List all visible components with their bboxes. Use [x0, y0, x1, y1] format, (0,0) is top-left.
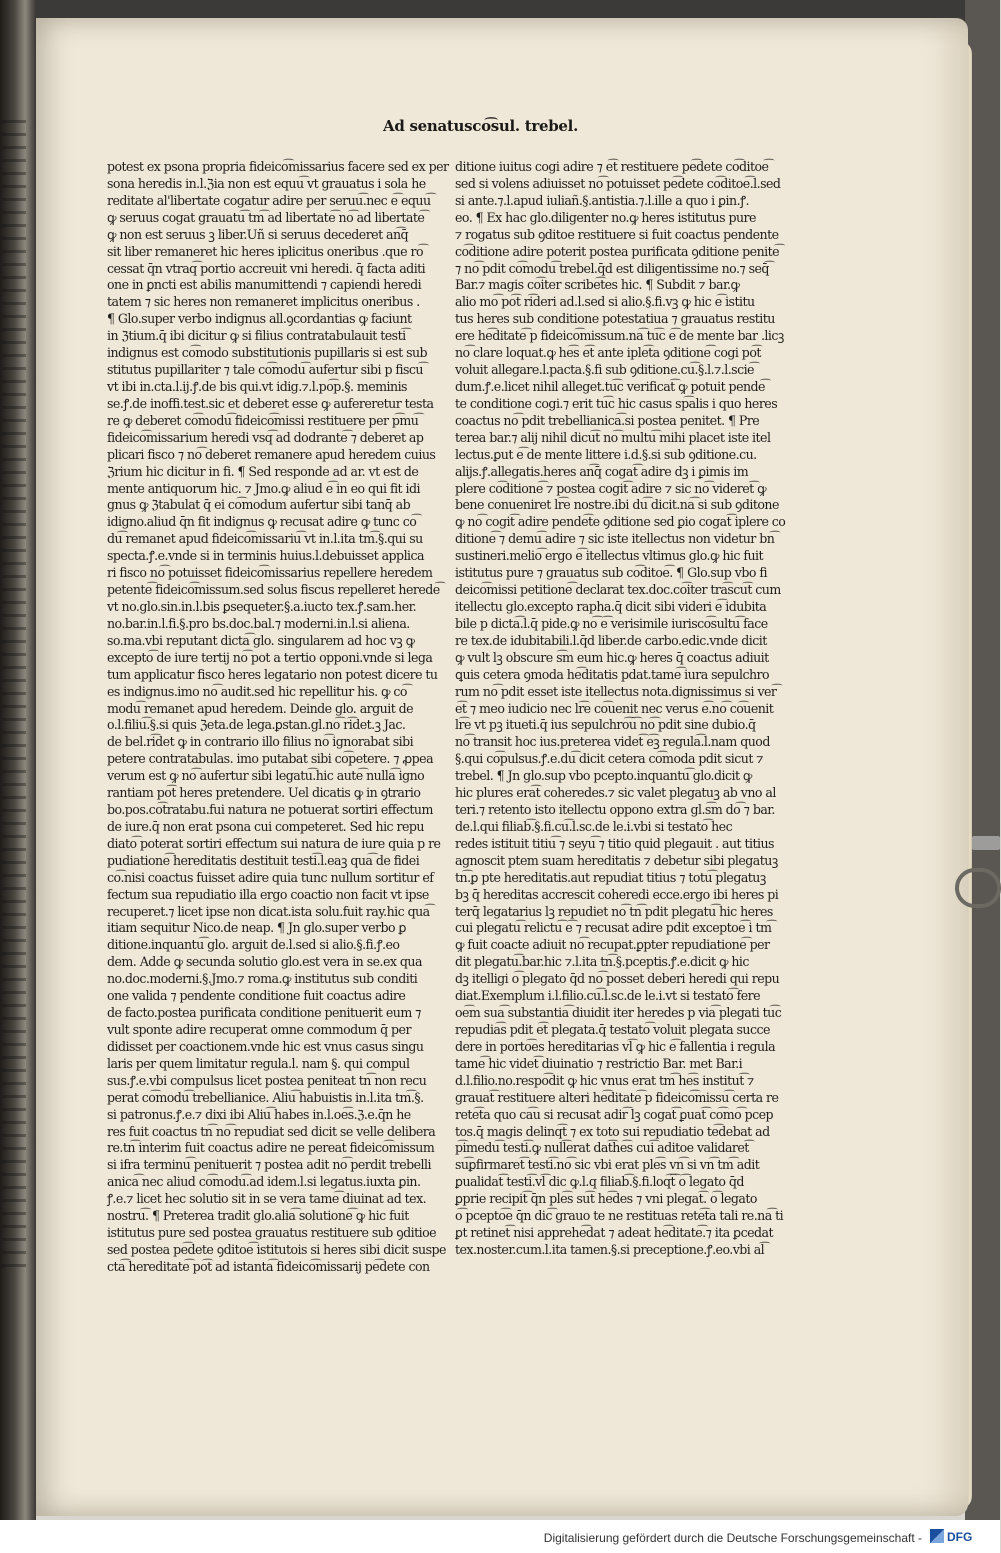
text-line: vult sponte adire recuperat omne commodum q̄ per: [107, 1022, 411, 1038]
text-line: re tex.de idubitabili.l.q̄d liber.de carbo.edic.vnde dicit: [455, 632, 767, 648]
text-line: one in ꝑncti est abilis manumittendi ⁊ capiendi heredi: [107, 277, 422, 293]
text-line: redes istituit titiu͡ ⁊ seyu͡ ⁊ titio quid plegauit . aut titius: [455, 835, 774, 851]
text-line: ꝙ non est seruus ꝫ liber.Uñ si seruus decederet an͡q̄: [107, 226, 409, 242]
text-line: vt no.glo.sin.in.l.bis ꝑsequeter.§.a.iucto tex.ꝭ.sam.her.: [107, 598, 417, 614]
text-line: ꝭ.e.⁊ licet hec solutio sit in se vera tame͡ diuinat ad tex.: [107, 1191, 427, 1207]
book-binding: [0, 0, 36, 1520]
text-line: es indignus.imo no͡ audit.sed hic repellitur his. ꝙ co͡: [107, 683, 407, 699]
text-line: perat co͡modu͡ trebellianice. Aliu͡ habuistis in.l.ita tm͡.§.: [107, 1089, 424, 1105]
text-line: sustineri.melio͡ ergo e͡ itellectus vltimus glo.ꝙ hic fuit: [455, 548, 764, 564]
text-line: §.qui co͡pulsus.ꝭ.e.du͡ dicit cetera co͡moda pdit sicut ⁊: [455, 751, 763, 767]
text-line: ꝑt retinet͡ nisi apprehe͡dat ⁊ adeat he͡ditate͡.⁊ ita ꝑcedat: [455, 1225, 773, 1241]
text-line: dit plegatu͡.bar.hic ⁊.l.ita tn͡.§.pceptis.ꝭ.e.dicit ꝙ hic: [455, 954, 749, 970]
text-line: bile p dicta͡.l.q̄ pide.ꝙ no͡ e͡ verisimile iurisco͡sultu͡ face: [455, 615, 768, 631]
text-line: tame͡ hic videt͡ diuinatio ⁊ restrictio Bar. met Bar.i: [455, 1055, 743, 1071]
text-line: plere co͡ditione͡ ⁊ postea cogit͡ adire ⁊ sic no͡ videret͡ ꝙ: [455, 480, 767, 496]
facing-page-text: [2, 120, 26, 1270]
text-line: res fuit coactus tn͡ no͡ repudiat sed dicit se velle delibera: [107, 1123, 436, 1139]
text-line: didisset per coactionem.vnde hic est vnus casus singu: [107, 1038, 424, 1054]
text-line: itellectu glo.excepto rapha.q̄ dicit sibi videri e͡ idubita: [455, 598, 767, 614]
text-line: si patronus.ꝭ.e.⁊ dixi ibi Aliu͡ habes in.l.oe͡s.ℨ.e.q̄n he: [107, 1106, 411, 1122]
text-line: se.ꝭ.de inoffi.test.sic et deberet esse ꝙ aufereretur testa: [107, 395, 434, 411]
text-line: p͡imedu͡ testi͡.ꝙ null͡erat dat͡he͡s cui͡ aditoe validaret͡: [455, 1140, 749, 1156]
text-line: tatem ⁊ sic heres non remaneret implicitus oneribus .: [107, 294, 420, 310]
text-line: sed si volens adiuisset no͡ potuisset pe͡dete co͡ditoe͡.l.sed: [455, 175, 781, 191]
text-line: grauat͡ restituere alteri he͡ditate͡ p fideico͡missu͡ certa re: [455, 1089, 779, 1105]
text-line: plicari fisco ⁊ no͡ deberet remanere apud heredem cuius: [107, 446, 436, 462]
text-line: ditione iuitus cogi adire ⁊ e͡t restituere pe͡dete co͡ditoe͡: [455, 159, 769, 174]
text-line: ꝑprie recipit͡ q̄n ple͡s su͡t he͡des ⁊ vni plegat͡. o͡ legato: [455, 1191, 757, 1207]
text-line: coactus no͡ pdit trebellianica͡.si postea penitet. ¶ Pre: [455, 412, 760, 428]
text-line: tex.noster.cum.l.ita tamen.§.si preceptione.ꝭ.eo.vbi al͡: [455, 1242, 765, 1257]
text-line: cessat q̄n vtraq͡ portio accreuit vni heredi. q̄ facta aditi: [107, 260, 426, 276]
text-line: ℨrium hic dicitur in fi. ¶ Sed responde ad ar. vt est de: [107, 463, 419, 479]
text-line: alio mo͡ po͡t ri͡deri ad.l.sed si alio.§.fi.vꝫ ꝙ hic e͡ istitu: [455, 294, 755, 310]
text-line: diat.Exemplum i.l.filio.cu͡.l.sc.de le.i.vt si testato͡ fere: [455, 988, 760, 1004]
running-head: Ad senatusco͡sul. trebel.: [383, 117, 578, 135]
text-line: ꝗuis cetera ꝯmoda he͡ditatis pdat.tame͡ iura sepulchro: [455, 666, 770, 682]
clip-tab: [972, 836, 1000, 850]
text-line: nostru͡. ¶ Preterea tradit glo.alia͡ solutione͡ ꝙ hic fuit: [107, 1208, 409, 1224]
text-line: su͡ꝑfirmaret͡ testi͡.no͡ sic vbi erat ple͡s vn͡ si vn͡ tm͡ adit: [455, 1157, 760, 1173]
text-line: sus.ꝭ.e.vbi compulsus licet postea peniteat tn͡ non recu: [107, 1072, 427, 1088]
text-line: rete͡ta quo ca͡u si recusat adir͡ lꝫ cogat͡ ꝑuat͡ co͡mo͡ pcep: [455, 1106, 774, 1122]
text-line: no͡ transit hoc ius.preterea videt͡ e͡ꝫ regula͡.l.nam quod: [455, 734, 770, 750]
text-line: petente͡ fideico͡missum.sed solus fiscus repelleret herede͡: [107, 582, 440, 598]
text-line: ꝙ no͡ cogit͡ adire pende͡te ꝯditione sed ꝑio cogat͡ iplere co: [455, 514, 786, 530]
text-line: idigno.aliud q̄n fit indignus ꝙ recusat adire ꝙ tunc co͡: [107, 514, 417, 530]
text-line: verum est ꝙ no͡ aufertur sibi legatu͡.hic aute͡ nulla͡ igno: [107, 768, 425, 784]
text-line: anica͡ nec aliud co͡modu͡.ad idem.l.si legatus.iuxta ꝑin.: [107, 1174, 421, 1190]
text-line: cui plegatu͡ relictu͡ e͡ ⁊ recusat adire pdit exceptoe͡ i tm͡: [455, 920, 772, 936]
text-line: d.l.filio.no.respo͡dit ꝙ hic vnus erat tm͡ he͡s institut͡ ⁊: [455, 1072, 754, 1088]
dfg-logo-text: DFG: [947, 1530, 973, 1544]
text-line: oe͡m sua͡ substantia͡ diuidit iter heredes p via͡ plegati tu͡c: [455, 1005, 782, 1021]
text-line: voluit allegare.l.pacta.§.fi sub ꝯditione.cu͡.§.l.⁊.l.scie͡: [455, 362, 754, 378]
text-line: teri.⁊ retento isto itellectu oppono extra gl.s͡m do͡ ⁊ bar.: [455, 802, 775, 818]
text-line: recuperet.⁊ licet ipse non dicat.ista solu.fuit ray.hic qua͡: [107, 903, 430, 919]
text-line: pudiatione͡ hereditatis destituit testi͡.l.eaꝫ qua͡ de fidei: [107, 852, 420, 868]
text-line: ꝙ vult lꝫ obscure s͡m eum hic.ꝙ heres q̄ coactus adiuit: [455, 649, 769, 665]
text-line: bꝫ q̄ hereditas accrescit coheredi ecce.ergo ibi heres pi: [455, 886, 779, 902]
text-line: e͡t ⁊ meo iudicio nec lr͡e co͡uenit nec verus e͡.no͡ co͡uenit: [455, 700, 774, 716]
text-line: repudia͡s pdit e͡t plegata.q̄ testato͡ voluit plegata succe: [455, 1022, 770, 1038]
text-line: bo.pos.co͡tratabu.fui natura ne potuerat sortiri effectum: [107, 802, 433, 818]
text-line: modu͡ remanet apud heredem. Deinde glo. arguit de: [107, 700, 414, 716]
text-line: lr͡e vt pꝫ itueti.q̄ ius sepulchro͡u͡ no͡ pdit sine dubio.q̄: [455, 717, 756, 733]
text-line: tn͡.ꝑ pte hereditatis.aut repudiat titius ⁊ totu͡ plegatuꝫ: [455, 869, 766, 885]
text-line: ditione͡ ⁊ demu͡ adire ⁊ sic iste itellectus non videtur bn͡: [455, 531, 775, 547]
text-line: hic plures era͡t coheredes.⁊ sic valet plegatuꝫ ab vno al: [455, 785, 776, 801]
text-line: diato͡ poterat sortiri effectum sui natura de iure quia p re: [107, 835, 441, 851]
text-line: dem. Adde ꝙ secunda solutio glo.est vera in se.ex qua: [107, 954, 422, 970]
text-line: re ꝙ deberet co͡modu͡ fideico͡missi restituere per p͡mu͡: [107, 412, 419, 428]
text-line: ⁊ rogatus sub ꝯditoe restituere si fuit coactus pendente: [455, 226, 779, 242]
text-line: ꝙ seruus cogat grauatu͡ tm͡ ad libertate͡ no͡ ad libertate͡: [107, 209, 425, 225]
text-line: alijs.ꝭ.allegatis.heres an͡q̄ cogat͡ adire dꝫ i ꝑimis im: [455, 463, 749, 479]
text-line: fectum sua repudiatio illa ergo coactio non facit vt ipse: [107, 886, 429, 902]
text-line: de iure.q̄ non erat psona cui competeret. Sed hic repu: [107, 818, 424, 834]
text-line: petere contratabulas. imo putabat sibi co͡petere. ⁊ ꝓpea: [107, 751, 434, 767]
text-line: de bel.ri͡det ꝙ in contrario illo filius no͡ ignorabat sibi: [107, 734, 414, 750]
dfg-logo: [930, 1527, 988, 1547]
text-line: ⁊ no͡ pdit co͡modu͡ trebel.q̄d est diligentissime no.⁊ seq̄͡: [455, 260, 769, 276]
text-line: tum applicatur fisco heres legatario non potest dicere tu: [107, 666, 438, 682]
text-line: ꝙ fuit coacte adiuit no͡ recupat.ꝑpter repudiatione͡ per: [455, 937, 770, 953]
text-line: tus heres sub conditione potestatiua ⁊ grauatus restitu: [455, 311, 775, 327]
text-line: si ante.⁊.l.apud iuliañ.§.antistia.⁊.l.ille a quo i ꝑin.ꝭ.: [455, 192, 749, 208]
text-line: terq̄ legatarius lꝫ repudiet no͡ tn͡ pdit plegatu͡ hic heres: [455, 903, 773, 919]
text-line: rantiam po͡t heres pretendere. Uel dicatis ꝙ in ꝯtrario: [107, 785, 421, 801]
text-line: sit liber remaneret hic heres iplicitus oneribus .que ro͡: [107, 243, 424, 259]
text-line: re.tn͡ interim fuit coactus adire ne pereat fideico͡missum: [107, 1140, 435, 1156]
text-line: o.l.filiu͡.§.si quis ℨeta.de lega.ꝑstan.gl.no͡ ri͡det.ꝫ Jac.: [107, 717, 406, 733]
text-line: specta.ꝭ.e.vnde si in terminis huius.l.debuisset applica: [107, 548, 424, 564]
text-line: fideico͡missarium heredi vsq͡ ad dodrante͡ ⁊ deberet ap: [107, 429, 424, 445]
text-line: co͡.nisi coactus fuisset adire quia tunc nullum sortitur ef: [107, 869, 434, 885]
text-line: mente antiquorum hic. ⁊ Jmo.ꝙ aliud e͡ in eo qui fit idi: [107, 480, 420, 496]
text-line: te conditione cogi.⁊ erit tu͡c hic casus sp͡alis i quo heres: [455, 395, 778, 411]
text-line: stitutus pupillariter ⁊ tale co͡modu͡ aufertur sibi p fiscu͡: [107, 362, 423, 378]
text-line: ꝑualidat͡ testi͡.vl͡ dic ꝙ.l.q filiab͡.§.fi.loq͡t͡ o͡ legato q̄d: [455, 1174, 744, 1190]
text-line: tos.q̄ magis delinq͡t ⁊ ex toto sui repudiatio te͡debat ad: [455, 1123, 770, 1139]
text-line: no.doc.moderni.§.Jmo.⁊ roma.ꝙ institutus sub conditi: [107, 971, 418, 987]
text-line: rum no͡ pdit esset iste itellectus nota.dignissimus si ver͡: [455, 683, 777, 699]
text-line: reditate al'libertate cogatur adire per seruu͡.nec e͡ equu͡: [107, 192, 431, 208]
text-line: one valida ⁊ pendente conditione fuit coactus adire: [107, 988, 406, 1004]
text-line: ri fisco no͡ potuisset fideico͡missarius repellere heredem: [107, 565, 433, 581]
left-column: [107, 159, 449, 1276]
footer-credit: Digitalisierung gefördert durch die Deutsche Forschungsgemeinschaft -: [543, 1531, 922, 1545]
text-line: co͡ditione adire poterit postea purificata ꝯditione penite͡: [455, 243, 780, 259]
text-line: excepto͡ de iure tertij no͡ pot a tertio opponi.vnde si lega: [107, 649, 433, 665]
text-line: de facto.postea purificata conditione penituerit eum ⁊: [107, 1005, 421, 1021]
text-line: terea bar.⁊ alij nihil dicu͡t no͡ multu͡ mihi placet iste itel: [455, 429, 771, 445]
paper-clip: [955, 868, 1001, 908]
text-line: so.ma.vbi reputant dicta͡ glo. singularem ad hoc vꝫ ꝙ: [107, 632, 415, 648]
text-line: dere in porto͡es hereditarias vl͡ ꝙ hic e͡ fallentia i regula: [455, 1038, 776, 1054]
text-line: sed postea pe͡dete ꝯditoe͡ istitutois si heres sibi dicit suspe: [107, 1242, 446, 1257]
text-line: trebel. ¶ Jn glo.sup vbo pcepto.inquantu͡ glo.dicit ꝙ: [455, 768, 752, 784]
text-line: bene conueniret lr͡e nostre.ibi du͡ dicit.na͡ si sub ꝯditone: [455, 497, 779, 513]
text-line: cta͡ hereditate͡ po͡t ad istanta͡ fideico͡missarij pe͡dete con: [107, 1258, 430, 1274]
right-column: [455, 159, 786, 1259]
text-line: vt ibi in.cta.l.ij.ꝭ.de bis qui.vt idig.⁊.l.po͡p.§. meminis: [107, 378, 407, 394]
text-line: laris per quem limitatur regula.l. nam §. qui compul: [107, 1055, 410, 1071]
text-line: dum.ꝭ.e.licet nihil alleget.tu͡c verificat͡ ꝙ potuit pende͡: [455, 378, 765, 394]
text-line: gnus ꝙ ℨtabulat q̄ ei co͡modum aufertur sibi tanq̄ ab: [107, 497, 411, 513]
text-line: o͡ pcepto͡e q̄n dic͡ grauo te ne restituas rete͡ta tali re.na͡ ti: [455, 1208, 784, 1224]
text-line: dꝫ itelligi o͡ plegato q̄d no͡ posset deberi heredi qui repu: [455, 971, 780, 987]
text-line: si ifra terminu͡ penituerit ⁊ postea adit no͡ perdit trebelli: [107, 1157, 431, 1173]
text-line: itiam sequitur Nico.de neap. ¶ Jn glo.super verbo ꝑ: [107, 920, 406, 936]
dfg-logo-icon: [930, 1529, 944, 1543]
text-line: deico͡missi petitione͡ declarat tex.doc.co͡iter tra͡scu͡t cum: [455, 582, 781, 598]
text-line: agnoscit ptem suam hereditatis ⁊ debetur sibi plegatuꝫ: [455, 852, 778, 868]
text-line: eo. ¶ Ex hac glo.diligenter no.ꝙ heres istitutus pure: [455, 209, 756, 225]
text-line: lectus.ꝑut e͡ de mente littere i.d.§.si sub ꝯditione.cu.: [455, 446, 757, 462]
text-line: in ℨtium.q̄ ibi dicitur ꝙ si filius contratabulauit testi͡: [107, 328, 406, 344]
text-line: istitutus pure ⁊ grauatus sub co͡ditoe͡. ¶ Glo.sup vbo fi: [455, 565, 767, 581]
text-line: de.l.qui filiab͡.§.fi.cu͡.l.sc.de le.i.vbi si testato͡ hec: [455, 818, 733, 834]
text-line: potest ex psona propria fideico͡missarius facere sed ex per: [107, 159, 449, 174]
text-line: ¶ Glo.super verbo indignus all.ꝯcordantias ꝙ faciunt: [107, 311, 412, 327]
text-line: Bar.⁊ magis co͡iter scribe͡tes hic. ¶ Subdit ⁊ bar.ꝙ: [455, 277, 740, 293]
text-line: no͡ clare loquat.ꝙ he͡s e͡t ante iple͡ta ꝯditione͡ cogi po͡t: [455, 345, 761, 361]
text-line: du͡ remanet apud fideico͡missariu͡ vt in.l.ita tm͡.§.qui su: [107, 531, 423, 547]
text-line: no.bar.in.l.fi.§.pro bs.doc.bal.⁊ moderni.in.l.si aliena.: [107, 615, 410, 631]
text-line: sona heredis in.l.ℨia non est equu͡ vt grauatus i sola he: [107, 175, 426, 191]
text-line: istitutus pure sed postea grauatus restituere sub ꝯditioe: [107, 1225, 437, 1241]
text-line: ditione.inquantu͡ glo. arguit de.l.sed si alio.§.fi.ꝭ.eo: [107, 937, 400, 953]
text-line: ere he͡ditate͡ p fideico͡missum.na͡ tu͡c e͡ de mente bar .licꝫ: [455, 328, 784, 344]
text-line: indignus est co͡modo substitutionis pupillaris si est sub: [107, 345, 428, 361]
